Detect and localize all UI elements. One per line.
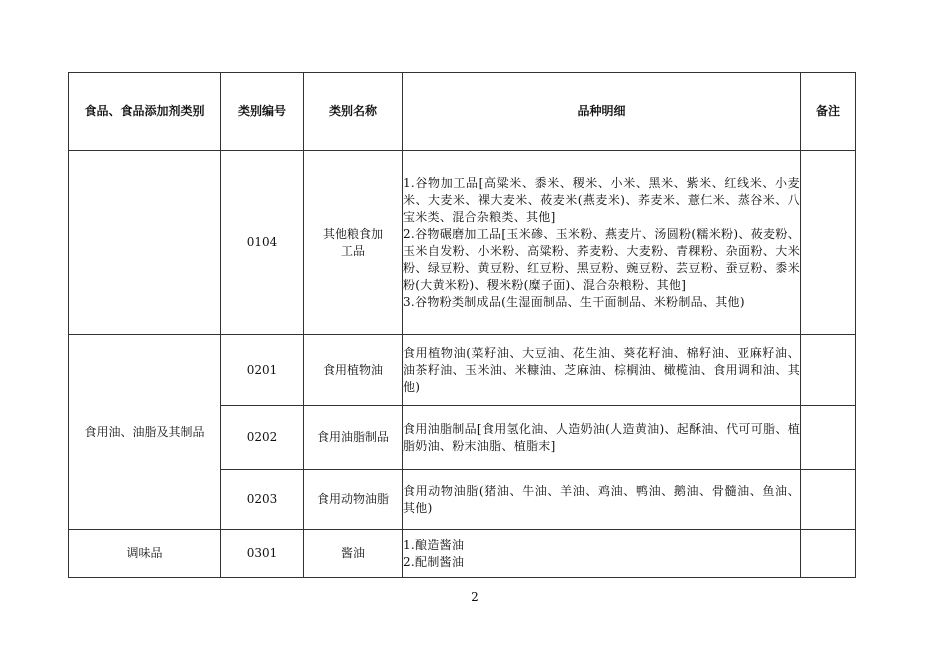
category-cell [69, 151, 221, 335]
detail-line: 2.配制酱油 [403, 554, 465, 569]
detail-line: 2.谷物碾磨加工品[玉米碜、玉米粉、燕麦片、汤圆粉(糯米粉)、莜麦粉、玉米自发粉、小米粉、高粱粉、荞麦粉、大麦粉、青稞粉、杂面粉、大米粉、绿豆粉、黄豆粉、红豆粉、黑豆粉、豌豆粉、芸豆粉、蚕豆粉、黍米粉(大黄米粉)、稷米粉(糜子面)、混合杂粮粉、其他] [403, 226, 800, 292]
code-cell: 0104 [221, 151, 304, 335]
header-row [69, 73, 856, 151]
name-cell: 食用植物油 [304, 335, 403, 406]
code-cell: 0202 [221, 406, 304, 470]
name-cell: 食用油脂制品 [304, 406, 403, 470]
detail-line: 食用动物油脂(猪油、牛油、羊油、鸡油、鸭油、鹅油、骨髓油、鱼油、其他) [403, 483, 800, 515]
category-cell: 调味品 [69, 530, 221, 578]
table-row [69, 530, 856, 578]
note-cell [801, 530, 856, 578]
detail-line: 1.谷物加工品[高粱米、黍米、稷米、小米、黑米、紫米、红线米、小麦米、大麦米、裸大麦米、莜麦米(燕麦米)、荞麦米、薏仁米、蒸谷米、八宝米类、混合杂粮类、其他] [403, 175, 800, 224]
note-cell [801, 470, 856, 530]
header-remarks: 备注 [801, 73, 856, 151]
page-number: 2 [471, 590, 479, 604]
details-cell [403, 151, 801, 335]
name-cell: 食用动物油脂 [304, 470, 403, 530]
header-food-category: 食品、食品添加剂类别 [69, 73, 221, 151]
note-cell [801, 151, 856, 335]
note-cell [801, 335, 856, 406]
table-row [69, 151, 856, 335]
name-cell: 酱油 [304, 530, 403, 578]
food-category-table [68, 72, 856, 578]
details-cell [403, 335, 801, 406]
detail-line: 1.酿造酱油 [403, 537, 465, 552]
code-cell: 0201 [221, 335, 304, 406]
code-cell: 0301 [221, 530, 304, 578]
header-variety-details: 品种明细 [403, 73, 801, 151]
header-category-code: 类别编号 [221, 73, 304, 151]
detail-line: 食用植物油(菜籽油、大豆油、花生油、葵花籽油、棉籽油、亚麻籽油、油茶籽油、玉米油、米糠油、芝麻油、棕榈油、橄榄油、食用调和油、其他) [403, 345, 800, 394]
details-cell [403, 470, 801, 530]
note-cell [801, 406, 856, 470]
category-cell: 食用油、油脂及其制品 [69, 335, 221, 530]
table-row [69, 335, 856, 406]
detail-line: 食用油脂制品[食用氢化油、人造奶油(人造黄油)、起酥油、代可可脂、植脂奶油、粉末油脂、植脂末] [403, 421, 800, 453]
details-cell [403, 406, 801, 470]
details-cell [403, 530, 801, 578]
detail-line: 3.谷物粉类制成品(生湿面制品、生干面制品、米粉制品、其他) [403, 294, 745, 309]
header-category-name: 类别名称 [304, 73, 403, 151]
name-cell: 其他粮食加工品 [304, 151, 403, 335]
code-cell: 0203 [221, 470, 304, 530]
